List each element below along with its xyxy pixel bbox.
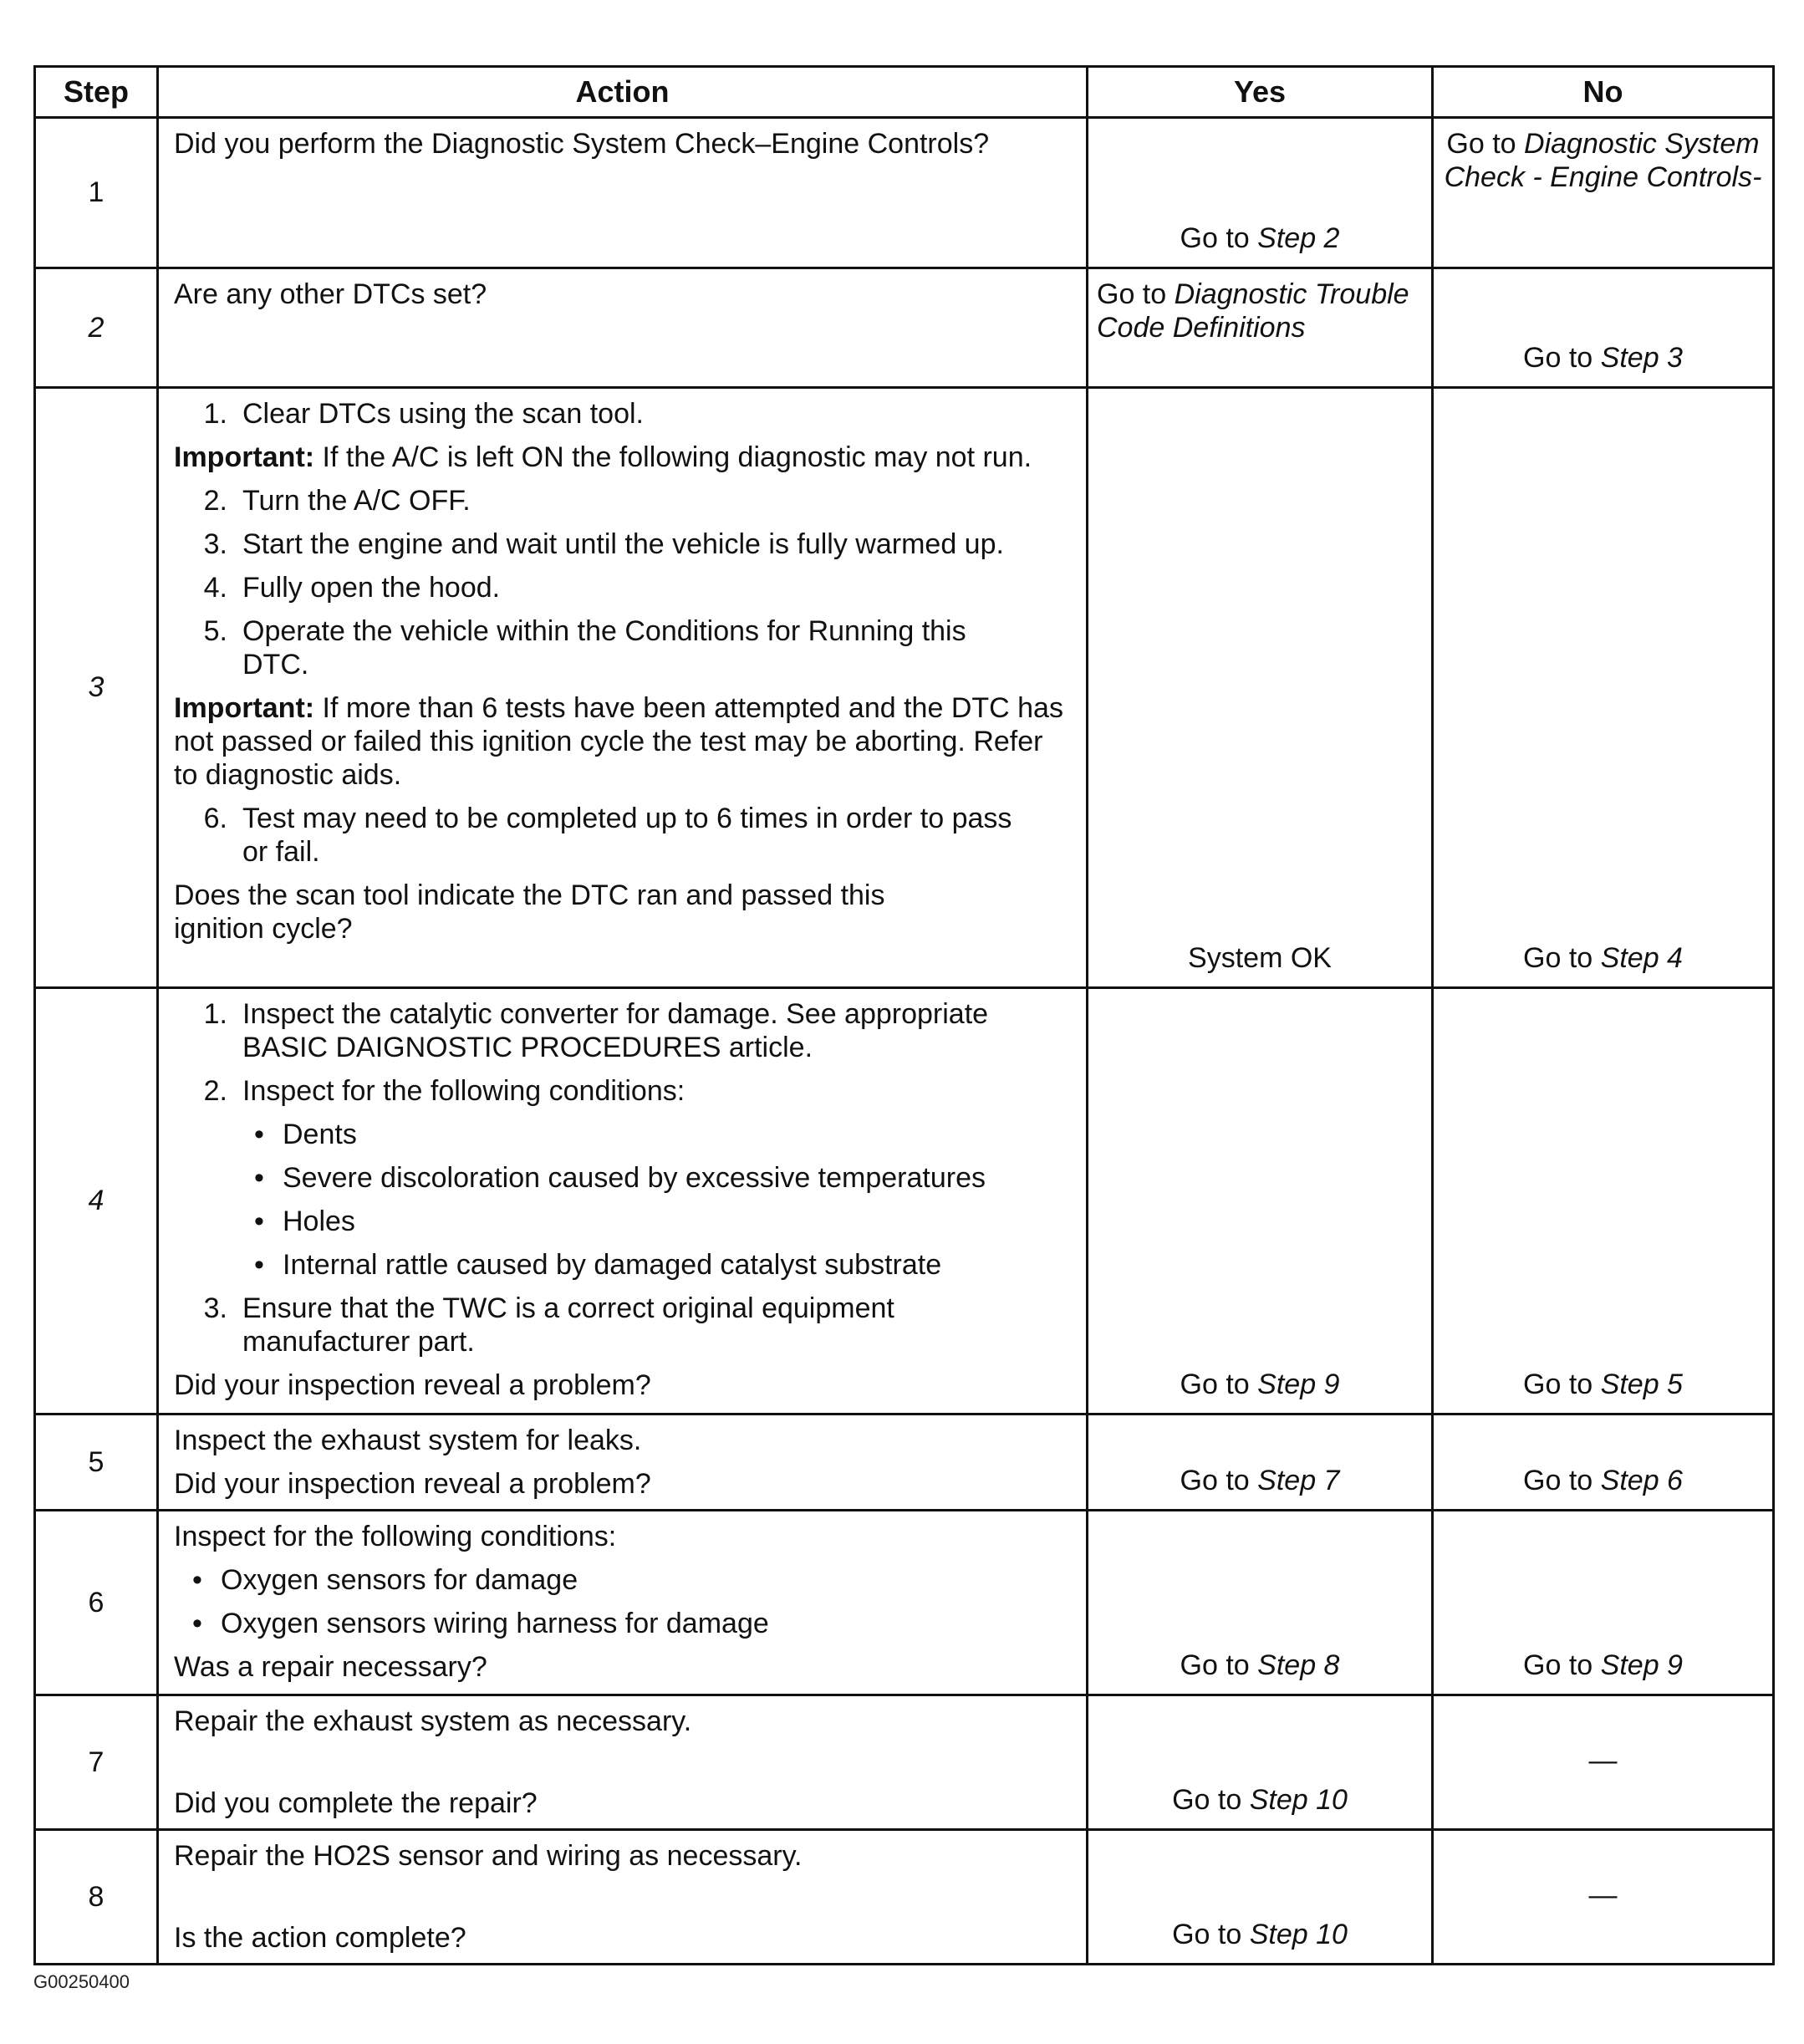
header-no: No <box>1433 67 1774 118</box>
step-number: 5 <box>35 1414 158 1511</box>
table-row <box>35 1511 1774 1695</box>
header-yes: Yes <box>1088 67 1433 118</box>
important-label: Important: <box>174 692 315 724</box>
important-label: Important: <box>174 441 315 473</box>
bullet-item <box>174 1563 1074 1597</box>
yes-cell <box>1088 1695 1433 1830</box>
yes-go: Go to <box>1097 278 1167 310</box>
yes-target: Step 7 <box>1257 1465 1340 1496</box>
step-number: 3 <box>35 388 158 988</box>
item-text: Fully open the hood. <box>242 572 501 604</box>
yes-target: Step 9 <box>1257 1369 1340 1400</box>
item-text: Ensure that the TWC is a correct original equipment manufacturer part. <box>242 1292 894 1358</box>
yes-result: System OK <box>1188 942 1332 974</box>
header-row <box>35 67 1774 118</box>
step-number: 7 <box>35 1695 158 1830</box>
item-number: 5. <box>203 615 227 647</box>
action-text: Repair the exhaust system as necessary. <box>174 1705 692 1737</box>
no-result: — <box>1588 1879 1618 1911</box>
yes-target: Step 8 <box>1257 1649 1340 1681</box>
item-number: 4. <box>203 572 227 604</box>
numbered-item <box>174 397 1074 431</box>
yes-go: Go to <box>1172 1919 1242 1950</box>
no-cell <box>1433 388 1774 988</box>
item-number: 3. <box>203 528 227 560</box>
important-text: If more than 6 tests have been attempted and the DTC has not passed or failed this ignition cycle the test may be aborting. Refer to diagnostic aids. <box>174 692 1063 791</box>
yes-cell <box>1088 1830 1433 1965</box>
no-target: Step 5 <box>1600 1369 1683 1400</box>
yes-cell <box>1088 268 1433 388</box>
numbered-item <box>174 997 1074 1064</box>
bullet-text: Oxygen sensors wiring harness for damage <box>221 1608 769 1639</box>
bullet-icon: • <box>254 1206 264 1237</box>
item-text: Test may need to be completed up to 6 times in order to pass or fail. <box>242 803 1012 868</box>
step-number: 6 <box>35 1511 158 1695</box>
item-text: Inspect for the following conditions: <box>242 1075 685 1107</box>
numbered-item <box>174 802 1074 869</box>
no-cell <box>1433 118 1774 268</box>
numbered-item <box>174 1292 1074 1358</box>
no-target: Step 3 <box>1600 342 1683 374</box>
yes-cell <box>1088 1414 1433 1511</box>
yes-go: Go to <box>1180 222 1250 254</box>
bullet-icon: • <box>192 1564 202 1596</box>
numbered-item <box>174 1074 1074 1108</box>
yes-target: Diagnostic Trouble Code Definitions <box>1097 278 1409 344</box>
action-text: Repair the HO2S sensor and wiring as necessary. <box>174 1840 803 1872</box>
bullet-icon: • <box>192 1608 202 1639</box>
bullet-item <box>174 1161 1074 1195</box>
no-cell <box>1433 988 1774 1414</box>
action-question: Did your inspection reveal a problem? <box>174 1369 651 1401</box>
yes-target: Step 10 <box>1249 1919 1348 1950</box>
table-row <box>35 268 1774 388</box>
table-row <box>35 118 1774 268</box>
action-cell <box>158 1414 1088 1511</box>
yes-cell <box>1088 118 1433 268</box>
yes-go: Go to <box>1172 1784 1242 1816</box>
yes-cell <box>1088 388 1433 988</box>
action-question: Does the scan tool indicate the DTC ran and passed this ignition cycle? <box>174 879 885 945</box>
bullet-item <box>174 1118 1074 1151</box>
no-cell <box>1433 1414 1774 1511</box>
bullet-text: Holes <box>283 1206 355 1237</box>
yes-go: Go to <box>1180 1369 1250 1400</box>
item-number: 1. <box>203 998 227 1030</box>
item-number: 1. <box>203 398 227 430</box>
table-row <box>35 1414 1774 1511</box>
no-target: Step 9 <box>1600 1649 1683 1681</box>
yes-cell <box>1088 988 1433 1414</box>
step-number: 1 <box>35 118 158 268</box>
action-question: Did your inspection reveal a problem? <box>174 1468 651 1500</box>
action-cell <box>158 1830 1088 1965</box>
action-question: Was a repair necessary? <box>174 1651 487 1683</box>
action-cell <box>158 1695 1088 1830</box>
no-target: Step 4 <box>1600 942 1683 974</box>
no-target: Diagnostic System Check - Engine Controls- <box>1444 128 1762 193</box>
yes-target: Step 2 <box>1257 222 1340 254</box>
no-result: — <box>1588 1745 1618 1776</box>
item-number: 2. <box>203 485 227 517</box>
action-cell <box>158 268 1088 388</box>
step-number: 8 <box>35 1830 158 1965</box>
important-note <box>174 691 1074 792</box>
action-question: Did you perform the Diagnostic System Check–Engine Controls? <box>174 128 990 160</box>
numbered-item <box>174 484 1074 517</box>
item-text: Inspect the catalytic converter for damage. See appropriate BASIC DAIGNOSTIC PROCEDURES article. <box>242 998 989 1063</box>
table-row <box>35 388 1774 988</box>
action-text: Inspect for the following conditions: <box>174 1521 617 1552</box>
yes-target: Step 10 <box>1249 1784 1348 1816</box>
action-cell <box>158 1511 1088 1695</box>
no-cell <box>1433 1830 1774 1965</box>
bullet-text: Severe discoloration caused by excessive temperatures <box>283 1162 986 1194</box>
important-note <box>174 441 1074 474</box>
bullet-text: Dents <box>283 1119 357 1150</box>
item-number: 6. <box>203 803 227 834</box>
bullet-text: Oxygen sensors for damage <box>221 1564 578 1596</box>
action-question: Are any other DTCs set? <box>174 278 487 310</box>
bullet-icon: • <box>254 1119 264 1150</box>
item-text: Start the engine and wait until the vehicle is fully warmed up. <box>242 528 1004 560</box>
bullet-icon: • <box>254 1249 264 1281</box>
header-action: Action <box>158 67 1088 118</box>
table-row <box>35 1830 1774 1965</box>
action-text: Inspect the exhaust system for leaks. <box>174 1425 642 1456</box>
item-number: 3. <box>203 1292 227 1324</box>
action-question: Is the action complete? <box>174 1922 466 1954</box>
bullet-icon: • <box>254 1162 264 1194</box>
numbered-item <box>174 571 1074 604</box>
no-target: Step 6 <box>1600 1465 1683 1496</box>
no-cell <box>1433 268 1774 388</box>
no-cell <box>1433 1695 1774 1830</box>
bullet-item <box>174 1205 1074 1238</box>
numbered-item <box>174 528 1074 561</box>
bullet-text: Internal rattle caused by damaged catalyst substrate <box>283 1249 942 1281</box>
important-text: If the A/C is left ON the following diagnostic may not run. <box>322 441 1032 473</box>
yes-go: Go to <box>1180 1465 1250 1496</box>
diagnostic-table <box>33 65 1775 1965</box>
action-cell <box>158 118 1088 268</box>
no-go: Go to <box>1523 942 1593 974</box>
bullet-item <box>174 1248 1074 1282</box>
bullet-item <box>174 1607 1074 1640</box>
table-row <box>35 988 1774 1414</box>
action-cell <box>158 988 1088 1414</box>
item-text: Clear DTCs using the scan tool. <box>242 398 644 430</box>
step-number: 2 <box>35 268 158 388</box>
figure-id: G00250400 <box>33 1971 130 1992</box>
item-text: Turn the A/C OFF. <box>242 485 471 517</box>
action-cell <box>158 388 1088 988</box>
yes-cell <box>1088 1511 1433 1695</box>
no-go: Go to <box>1523 342 1593 374</box>
item-number: 2. <box>203 1075 227 1107</box>
no-cell <box>1433 1511 1774 1695</box>
table-row <box>35 1695 1774 1830</box>
no-go: Go to <box>1446 128 1516 160</box>
no-go: Go to <box>1523 1465 1593 1496</box>
yes-go: Go to <box>1180 1649 1250 1681</box>
header-step: Step <box>35 67 158 118</box>
action-question: Did you complete the repair? <box>174 1787 538 1819</box>
item-text: Operate the vehicle within the Conditions for Running this DTC. <box>242 615 966 680</box>
numbered-item <box>174 614 1074 681</box>
no-go: Go to <box>1523 1649 1593 1681</box>
no-go: Go to <box>1523 1369 1593 1400</box>
step-number: 4 <box>35 988 158 1414</box>
